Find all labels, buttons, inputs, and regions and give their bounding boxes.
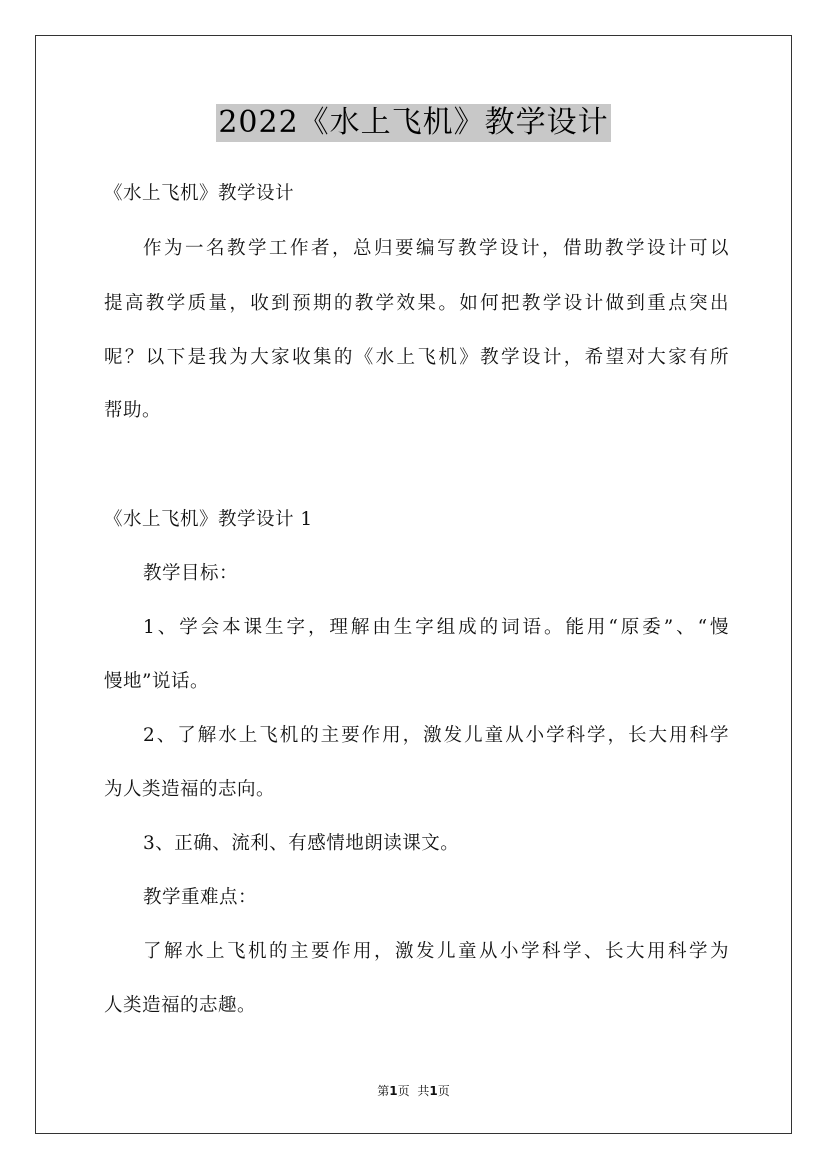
page-number: 1 <box>389 1084 398 1098</box>
document-title: 2022《水上飞机》教学设计 <box>218 105 609 140</box>
intro-line-1: 作为一名教学工作者，总归要编写教学设计，借助教学设计可以 <box>143 238 729 259</box>
page-unit: 页 <box>397 1084 410 1098</box>
goal-1-line-2: 慢地”说话。 <box>104 671 209 692</box>
page-label: 第 <box>377 1084 390 1098</box>
key-points-line-2: 人类造福的志趣。 <box>104 995 257 1016</box>
goal-1-line-1: 1、学会本课生字，理解由生字组成的词语。能用“原委”、“慢 <box>143 617 729 638</box>
goal-2-line-2: 为人类造福的志向。 <box>104 779 276 800</box>
key-points-line-1: 了解水上飞机的主要作用，激发儿童从小学科学、长大用科学为 <box>143 941 729 962</box>
total-unit: 页 <box>437 1084 450 1098</box>
page-footer <box>0 1083 827 1099</box>
total-pages: 1 <box>429 1084 438 1098</box>
intro-line-2: 提高教学质量，收到预期的教学效果。如何把教学设计做到重点突出 <box>104 293 729 314</box>
goals-label: 教学目标： <box>143 563 239 584</box>
total-label: 共 <box>417 1084 430 1098</box>
section-heading: 《水上飞机》教学设计 1 <box>104 509 313 530</box>
intro-line-4: 帮助。 <box>104 400 162 421</box>
intro-line-3: 呢？以下是我为大家收集的《水上飞机》教学设计，希望对大家有所 <box>104 347 729 368</box>
goal-2-line-1: 2、了解水上飞机的主要作用，激发儿童从小学科学，长大用科学 <box>143 725 729 746</box>
key-points-label: 教学重难点： <box>143 887 258 908</box>
goal-3: 3、正确、流利、有感情地朗读课文。 <box>143 833 460 854</box>
title-container <box>0 104 827 142</box>
subtitle: 《水上飞机》教学设计 <box>104 183 295 204</box>
